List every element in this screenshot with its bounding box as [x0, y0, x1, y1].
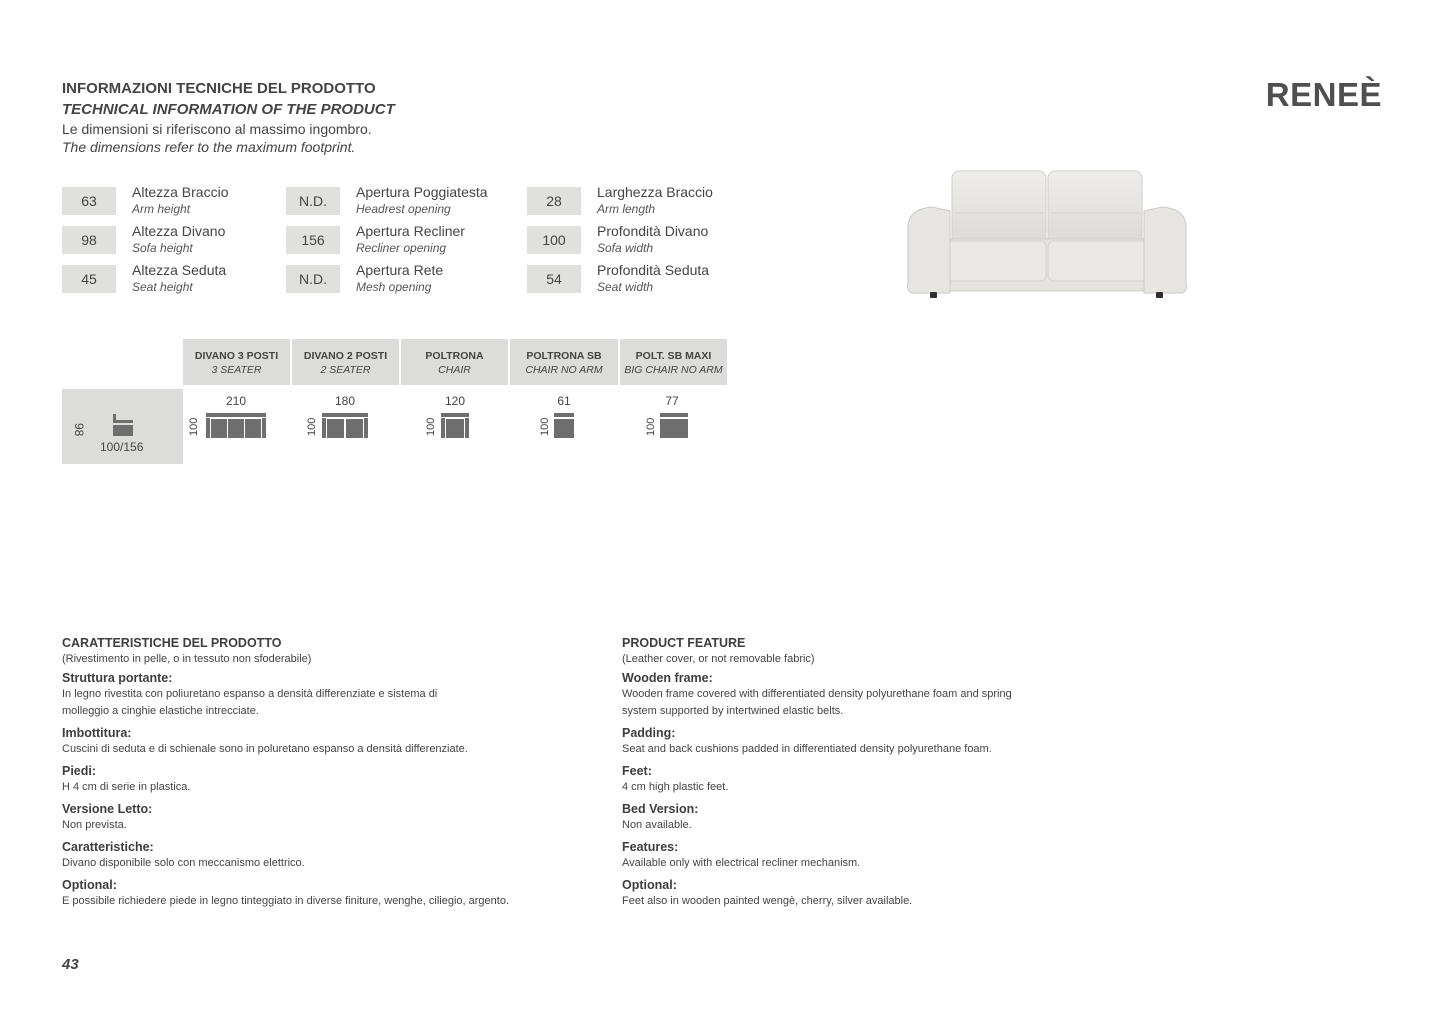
- feature-text: 4 cm high plastic feet.: [622, 781, 729, 793]
- feature-block-bed: [622, 802, 1142, 834]
- column-name-en: 2 SEATER: [320, 364, 371, 376]
- feature-text: Non available.: [622, 819, 692, 831]
- module-depth-label: 100: [306, 417, 318, 436]
- feature-text: molleggio a cinghie elastiche intrecciate.: [62, 705, 259, 717]
- spec-label-en: Sofa width: [597, 241, 654, 255]
- feature-text: Feet also in wooden painted wengè, cherry, silver available.: [622, 895, 913, 907]
- feature-text: system supported by intertwined elastic belts.: [622, 705, 844, 717]
- column-name-it: DIVANO 3 POSTI: [194, 350, 279, 362]
- heading-technical-info-en: TECHNICAL INFORMATION OF THE PRODUCT: [62, 101, 395, 118]
- feature-block-frame: [62, 671, 582, 720]
- feature-title: Optional:: [62, 878, 117, 892]
- module-width-2-seater: 180: [334, 394, 356, 408]
- spec-label-it: Apertura Rete: [356, 262, 444, 278]
- column-name-it: POLT. SB MAXI: [635, 350, 712, 362]
- feature-title: Wooden frame:: [622, 671, 713, 685]
- side-profile-icon: [111, 412, 135, 438]
- module-plan-chair-no-arm-icon: [554, 413, 574, 439]
- spec-label-en: Headrest opening: [356, 202, 451, 216]
- feature-block-feet: [622, 764, 1142, 796]
- feature-title: Optional:: [622, 878, 677, 892]
- module-plan-3-seater-icon: [206, 413, 266, 439]
- feature-block-feet: [62, 764, 582, 796]
- spec-label-it: Apertura Poggiatesta: [356, 184, 488, 200]
- feature-title: Piedi:: [62, 764, 97, 778]
- module-depth-label: 100: [539, 417, 551, 436]
- spec-value: 54: [527, 265, 581, 293]
- product-features-en: [622, 636, 1142, 910]
- spec-label-it: Profondità Seduta: [597, 262, 710, 278]
- feature-title: Versione Letto:: [62, 802, 153, 816]
- spec-value: 63: [62, 187, 116, 215]
- dimensions-note-en: The dimensions refer to the maximum footprint.: [62, 139, 356, 155]
- spec-label-it: Altezza Seduta: [132, 262, 227, 278]
- column-header-2-seater: [292, 339, 399, 385]
- spec-label-en: Arm length: [597, 202, 656, 216]
- module-depth-label: 100: [425, 417, 437, 436]
- module-depth-label: 100: [188, 417, 200, 436]
- spec-value: 45: [62, 265, 116, 293]
- module-plan-chair-icon: [441, 413, 469, 439]
- spec-label-it: Altezza Braccio: [132, 184, 229, 200]
- feature-text: H 4 cm di serie in plastica.: [62, 781, 191, 793]
- spec-label-en: Sofa height: [132, 241, 193, 255]
- feature-text: Seat and back cushions padded in differentiated density polyurethane foam.: [622, 743, 992, 755]
- product-features-it: [62, 636, 582, 910]
- column-name-en: CHAIR NO ARM: [525, 364, 603, 376]
- sofa-product-image: [902, 165, 1192, 303]
- column-name-en: CHAIR: [438, 364, 471, 376]
- feature-title: Caratteristiche:: [62, 840, 154, 854]
- spec-value: 100: [527, 226, 581, 254]
- feature-text: Available only with electrical recliner mechanism.: [622, 857, 861, 869]
- column-name-en: BIG CHAIR NO ARM: [624, 364, 723, 376]
- column-header-big-chair-no-arm: [620, 339, 727, 385]
- feature-text: Divano disponibile solo con meccanismo elettrico.: [62, 857, 305, 869]
- feature-title: Bed Version:: [622, 802, 699, 816]
- feature-title: Features:: [622, 840, 679, 854]
- spec-label-en: Mesh opening: [356, 280, 432, 294]
- feature-block-bed: [62, 802, 582, 834]
- column-header-chair: [401, 339, 508, 385]
- product-name: RENEÈ: [1265, 76, 1382, 113]
- column-name-it: POLTRONA: [425, 350, 484, 362]
- column-name-en: 3 SEATER: [211, 364, 262, 376]
- feature-block-frame: [622, 671, 1142, 720]
- page-number: 43: [62, 956, 79, 973]
- features-subheading: (Rivestimento in pelle, o in tessuto non sfoderabile): [62, 653, 312, 665]
- module-plan-2-seater-icon: [322, 413, 368, 439]
- spec-value: 98: [62, 226, 116, 254]
- spec-label-en: Seat height: [132, 280, 193, 294]
- column-header-3-seater: [183, 339, 290, 385]
- spec-label-en: Arm height: [132, 202, 191, 216]
- module-plan-big-chair-no-arm-icon: [660, 413, 688, 439]
- feature-block-features: [62, 840, 582, 872]
- features-heading: PRODUCT FEATURE: [622, 636, 746, 650]
- feature-title: Padding:: [622, 726, 676, 740]
- features-heading: CARATTERISTICHE DEL PRODOTTO: [62, 636, 282, 650]
- spec-label-it: Altezza Divano: [132, 223, 226, 239]
- feature-text: Cuscini di seduta e di schienale sono in poluretano espanso a densità differenziate.: [62, 743, 468, 755]
- feature-text: In legno rivestita con poliuretano espanso a densità differenziate e sistema di: [62, 688, 438, 700]
- feature-title: Imbottitura:: [62, 726, 132, 740]
- feature-text: Wooden frame covered with differentiated density polyurethane foam and spring: [622, 688, 1012, 700]
- spec-value: N.D.: [286, 265, 340, 293]
- feature-text: Non prevista.: [62, 819, 127, 831]
- spec-value: 156: [286, 226, 340, 254]
- heading-technical-info-it: INFORMAZIONI TECNICHE DEL PRODOTTO: [62, 80, 376, 97]
- spec-value: N.D.: [286, 187, 340, 215]
- module-width-3-seater: 210: [225, 394, 247, 408]
- column-name-it: DIVANO 2 POSTI: [303, 350, 388, 362]
- dimensions-note-it: Le dimensioni si riferiscono al massimo ingombro.: [62, 121, 372, 137]
- feature-title: Struttura portante:: [62, 671, 173, 685]
- module-width-chair-no-arm: 61: [557, 394, 571, 408]
- spec-label-en: Seat width: [597, 280, 654, 294]
- spec-label-it: Profondità Divano: [597, 223, 709, 239]
- module-depth-label: 100: [645, 417, 657, 436]
- spec-label-en: Recliner opening: [356, 241, 447, 255]
- feature-block-padding: [62, 726, 582, 758]
- module-width-chair: 120: [444, 394, 466, 408]
- side-depth-label: 98: [72, 423, 86, 437]
- side-dimensions-label: 100/156: [100, 440, 144, 454]
- feature-text: E possibile richiedere piede in legno tinteggiato in diverse finiture, wenghe, ciliegio, argento.: [62, 895, 509, 907]
- feature-block-features: [622, 840, 1142, 872]
- feature-block-padding: [622, 726, 1142, 758]
- column-name-it: POLTRONA SB: [526, 350, 602, 362]
- features-subheading: (Leather cover, or not removable fabric): [622, 653, 815, 665]
- module-width-big-chair-no-arm: 77: [665, 394, 679, 408]
- feature-block-optional: [622, 878, 1142, 910]
- spec-label-it: Apertura Recliner: [356, 223, 465, 239]
- spec-label-it: Larghezza Braccio: [597, 184, 713, 200]
- feature-title: Feet:: [622, 764, 652, 778]
- column-header-chair-no-arm: [510, 339, 618, 385]
- feature-block-optional: [62, 878, 582, 910]
- spec-value: 28: [527, 187, 581, 215]
